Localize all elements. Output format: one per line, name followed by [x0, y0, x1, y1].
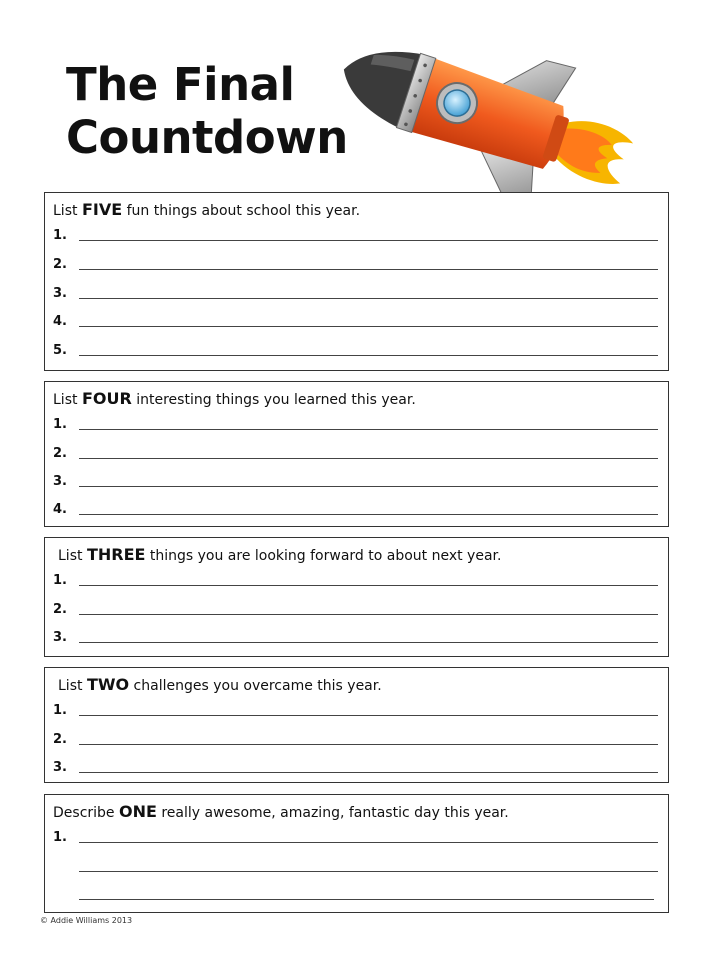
rocket-icon — [330, 38, 650, 198]
answer-line[interactable] — [79, 642, 658, 643]
answer-line[interactable] — [79, 298, 658, 299]
answer-line[interactable] — [79, 744, 658, 745]
answer-line[interactable] — [79, 772, 658, 773]
item-number: 4. — [53, 314, 67, 329]
answer-line[interactable] — [79, 355, 658, 356]
answer-row — [53, 254, 660, 274]
item-number: 2. — [53, 446, 67, 461]
section-five — [44, 192, 669, 371]
item-number: 3. — [53, 474, 67, 489]
answer-line[interactable] — [79, 899, 654, 900]
answer-row — [53, 729, 660, 749]
item-number: 1. — [53, 830, 67, 845]
answer-row — [53, 627, 660, 647]
section-four — [44, 381, 669, 527]
title-line-1: The Final — [66, 58, 295, 111]
answer-line[interactable] — [79, 486, 658, 487]
section-prompt: List TWO challenges you overcame this year. — [58, 675, 382, 694]
answer-line[interactable] — [79, 240, 658, 241]
item-number: 3. — [53, 760, 67, 775]
answer-line[interactable] — [79, 458, 658, 459]
answer-row — [53, 340, 660, 360]
title-line-2: Countdown — [66, 111, 348, 164]
answer-line[interactable] — [79, 514, 658, 515]
page-title — [66, 58, 348, 164]
item-number: 2. — [53, 732, 67, 747]
item-number: 2. — [53, 602, 67, 617]
keyword: THREE — [86, 545, 146, 564]
answer-row — [53, 700, 660, 720]
keyword: FOUR — [81, 389, 132, 408]
answer-line[interactable] — [79, 429, 658, 430]
item-number: 4. — [53, 502, 67, 517]
answer-line[interactable] — [79, 326, 658, 327]
keyword: ONE — [118, 802, 157, 821]
answer-line[interactable] — [79, 585, 658, 586]
item-number: 1. — [53, 573, 67, 588]
section-prompt: List FOUR interesting things you learned this year. — [53, 389, 416, 408]
answer-line[interactable] — [79, 871, 658, 872]
answer-row — [53, 499, 660, 519]
answer-row — [53, 225, 660, 245]
section-three — [44, 537, 669, 657]
copyright: © Addie Williams 2013 — [40, 916, 133, 925]
item-number: 1. — [53, 417, 67, 432]
item-number: 3. — [53, 286, 67, 301]
keyword: TWO — [86, 675, 130, 694]
answer-row — [53, 414, 660, 434]
section-prompt: List THREE things you are looking forward to about next year. — [58, 545, 502, 564]
section-prompt: List FIVE fun things about school this year. — [53, 200, 361, 219]
section-prompt: Describe ONE really awesome, amazing, fantastic day this year. — [53, 802, 509, 821]
answer-row — [53, 283, 660, 303]
answer-row — [53, 599, 660, 619]
item-number: 2. — [53, 257, 67, 272]
answer-line[interactable] — [79, 269, 658, 270]
section-two — [44, 667, 669, 783]
answer-row — [53, 827, 660, 847]
answer-row — [53, 884, 660, 904]
item-number: 1. — [53, 703, 67, 718]
answer-line[interactable] — [79, 715, 658, 716]
answer-row — [53, 757, 660, 777]
answer-row — [53, 311, 660, 331]
answer-row — [53, 471, 660, 491]
answer-line[interactable] — [79, 842, 658, 843]
item-number: 5. — [53, 343, 67, 358]
section-one — [44, 794, 669, 913]
answer-row — [53, 570, 660, 590]
answer-line[interactable] — [79, 614, 658, 615]
answer-row — [53, 856, 660, 876]
answer-row — [53, 443, 660, 463]
item-number: 1. — [53, 228, 67, 243]
keyword: FIVE — [81, 200, 123, 219]
item-number: 3. — [53, 630, 67, 645]
